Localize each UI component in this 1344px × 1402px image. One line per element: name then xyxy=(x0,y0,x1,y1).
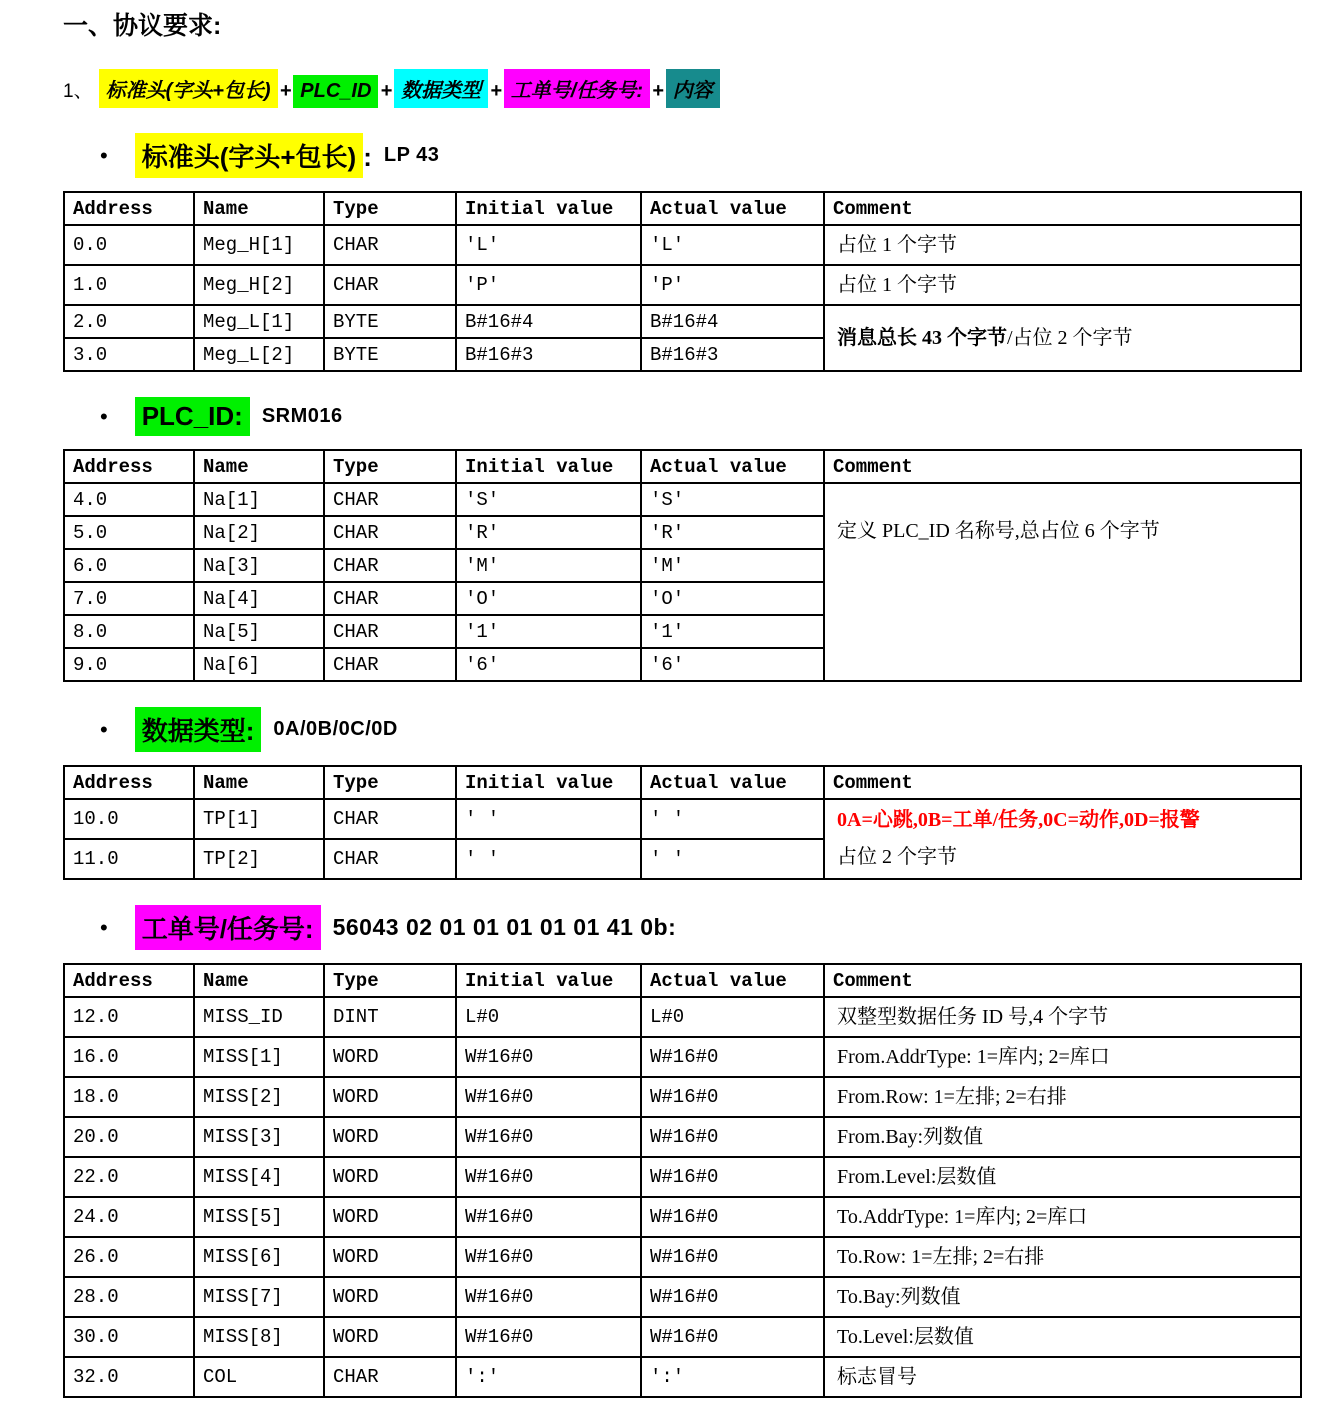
comment-line xyxy=(837,321,1288,355)
bullet-heading xyxy=(100,707,1300,752)
cell-type: CHAR xyxy=(324,799,456,839)
cell-name: TP[1] xyxy=(194,799,324,839)
column-header: Address xyxy=(64,450,194,483)
cell-actual-value: W#16#0 xyxy=(641,1317,824,1357)
cell-address: 6.0 xyxy=(64,549,194,582)
cell-initial-value: W#16#0 xyxy=(456,1317,641,1357)
table-row xyxy=(64,1317,1301,1357)
cell-actual-value: ' ' xyxy=(641,839,824,879)
cell-initial-value: ' ' xyxy=(456,799,641,839)
cell-type: CHAR xyxy=(324,225,456,265)
cell-type: WORD xyxy=(324,1237,456,1277)
bullet-icon: • xyxy=(100,142,108,168)
table-row xyxy=(64,1357,1301,1397)
cell-address: 16.0 xyxy=(64,1037,194,1077)
comment-line xyxy=(837,268,1288,302)
cell-comment xyxy=(824,1157,1301,1197)
formula-segment: + xyxy=(490,80,502,102)
header-row xyxy=(64,450,1301,483)
column-header: Address xyxy=(64,766,194,799)
cell-initial-value: 'P' xyxy=(456,265,641,305)
cell-name: Na[5] xyxy=(194,615,324,648)
formula-segment: 工单号/任务号: xyxy=(504,69,650,108)
cell-actual-value: W#16#0 xyxy=(641,1277,824,1317)
comment-line xyxy=(837,1320,1288,1354)
cell-actual-value: ' ' xyxy=(641,799,824,839)
cell-actual-value: W#16#0 xyxy=(641,1077,824,1117)
cell-initial-value: B#16#3 xyxy=(456,338,641,371)
table-row xyxy=(64,483,1301,516)
formula-segment: + xyxy=(279,80,292,102)
cell-address: 12.0 xyxy=(64,997,194,1037)
comment-line xyxy=(837,1240,1288,1274)
cell-initial-value: ' ' xyxy=(456,839,641,879)
section-label-segment: 工单号/任务号: xyxy=(135,905,321,950)
column-header: Type xyxy=(324,766,456,799)
cell-initial-value: W#16#0 xyxy=(456,1157,641,1197)
cell-name: MISS[6] xyxy=(194,1237,324,1277)
cell-name: Na[4] xyxy=(194,582,324,615)
cell-initial-value: 'S' xyxy=(456,483,641,516)
cell-comment xyxy=(824,1077,1301,1117)
cell-address: 1.0 xyxy=(64,265,194,305)
section-data-type xyxy=(63,707,1300,880)
bullet-icon: • xyxy=(100,914,108,940)
cell-initial-value: W#16#0 xyxy=(456,1077,641,1117)
column-header: Actual value xyxy=(641,766,824,799)
column-header: Type xyxy=(324,450,456,483)
cell-comment xyxy=(824,265,1301,305)
spec-table xyxy=(63,449,1302,682)
table-row xyxy=(64,305,1301,338)
cell-type: WORD xyxy=(324,1077,456,1117)
spec-table xyxy=(63,963,1302,1398)
table-row xyxy=(64,1077,1301,1117)
cell-initial-value: '1' xyxy=(456,615,641,648)
cell-type: CHAR xyxy=(324,582,456,615)
cell-type: WORD xyxy=(324,1037,456,1077)
cell-address: 28.0 xyxy=(64,1277,194,1317)
cell-initial-value: W#16#0 xyxy=(456,1237,641,1277)
cell-actual-value: 'P' xyxy=(641,265,824,305)
cell-name: COL xyxy=(194,1357,324,1397)
column-header: Address xyxy=(64,964,194,997)
cell-address: 2.0 xyxy=(64,305,194,338)
cell-name: MISS[3] xyxy=(194,1117,324,1157)
comment-run: 0A=心跳,0B=工单/任务,0C=动作,0D=报警 xyxy=(837,809,1200,831)
bullet-icon: • xyxy=(100,403,108,429)
column-header: Initial value xyxy=(456,964,641,997)
cell-address: 5.0 xyxy=(64,516,194,549)
formula-segment: 内容 xyxy=(666,69,720,108)
column-header: Address xyxy=(64,192,194,225)
cell-comment xyxy=(824,1357,1301,1397)
column-header: Comment xyxy=(824,450,1301,483)
comment-line xyxy=(837,1200,1288,1234)
section-label-segment: 数据类型: xyxy=(135,707,262,752)
comment-run: 标志冒号 xyxy=(837,1366,917,1388)
comment-line xyxy=(837,1360,1288,1394)
comment-run: 双整型数据任务 ID 号,4 个字节 xyxy=(837,1006,1109,1028)
comment-line xyxy=(837,514,1288,548)
table-row xyxy=(64,1237,1301,1277)
protocol-sections xyxy=(63,133,1300,1398)
cell-name: MISS_ID xyxy=(194,997,324,1037)
cell-actual-value: W#16#0 xyxy=(641,1117,824,1157)
comment-line xyxy=(837,839,1288,876)
cell-initial-value: 'O' xyxy=(456,582,641,615)
section-label xyxy=(135,397,250,436)
formula-segment: 数据类型 xyxy=(394,69,488,108)
comment-line xyxy=(837,228,1288,262)
section-label xyxy=(135,905,321,950)
cell-actual-value: W#16#0 xyxy=(641,1157,824,1197)
section-label-segment: 标准头(字头+包长) xyxy=(135,133,364,178)
table-row xyxy=(64,1117,1301,1157)
cell-actual-value: 'L' xyxy=(641,225,824,265)
cell-actual-value: 'O' xyxy=(641,582,824,615)
comment-run: 消息总长 43 个字节 xyxy=(837,327,1007,349)
cell-address: 8.0 xyxy=(64,615,194,648)
bullet-icon: • xyxy=(100,716,108,742)
bullet-heading xyxy=(100,905,1300,950)
cell-initial-value: W#16#0 xyxy=(456,1197,641,1237)
cell-actual-value: '1' xyxy=(641,615,824,648)
page-title: 一、协议要求: xyxy=(63,12,222,40)
column-header: Initial value xyxy=(456,766,641,799)
cell-initial-value: 'L' xyxy=(456,225,641,265)
section-label xyxy=(135,133,372,178)
table-row xyxy=(64,1197,1301,1237)
cell-comment xyxy=(824,1237,1301,1277)
section-plc-id xyxy=(63,397,1300,682)
spec-table xyxy=(63,765,1302,880)
cell-address: 24.0 xyxy=(64,1197,194,1237)
table-row xyxy=(64,1277,1301,1317)
cell-name: MISS[8] xyxy=(194,1317,324,1357)
comment-run: To.Level:层数值 xyxy=(837,1326,974,1348)
column-header: Name xyxy=(194,450,324,483)
cell-comment xyxy=(824,225,1301,265)
cell-type: WORD xyxy=(324,1317,456,1357)
comment-line xyxy=(837,1120,1288,1154)
cell-comment xyxy=(824,483,1301,681)
comment-line xyxy=(837,802,1288,839)
cell-comment xyxy=(824,1277,1301,1317)
comment-run: From.AddrType: 1=库内; 2=库口 xyxy=(837,1046,1110,1068)
cell-initial-value: 'M' xyxy=(456,549,641,582)
table-row xyxy=(64,997,1301,1037)
cell-type: CHAR xyxy=(324,648,456,681)
cell-address: 22.0 xyxy=(64,1157,194,1197)
cell-actual-value: ':' xyxy=(641,1357,824,1397)
column-header: Name xyxy=(194,964,324,997)
cell-name: Na[6] xyxy=(194,648,324,681)
cell-name: MISS[5] xyxy=(194,1197,324,1237)
cell-type: CHAR xyxy=(324,839,456,879)
cell-actual-value: W#16#0 xyxy=(641,1237,824,1277)
cell-initial-value: B#16#4 xyxy=(456,305,641,338)
comment-line xyxy=(837,1040,1288,1074)
section-value: LP 43 xyxy=(383,144,440,166)
cell-actual-value: W#16#0 xyxy=(641,1197,824,1237)
cell-address: 20.0 xyxy=(64,1117,194,1157)
cell-type: BYTE xyxy=(324,305,456,338)
cell-type: CHAR xyxy=(324,1357,456,1397)
comment-run: 占位 2 个字节 xyxy=(837,846,957,868)
comment-line xyxy=(837,1000,1288,1034)
cell-name: Na[3] xyxy=(194,549,324,582)
cell-address: 3.0 xyxy=(64,338,194,371)
comment-line xyxy=(837,1080,1288,1114)
column-header: Comment xyxy=(824,766,1301,799)
cell-actual-value: 'S' xyxy=(641,483,824,516)
cell-name: MISS[1] xyxy=(194,1037,324,1077)
bullet-heading xyxy=(100,397,1300,436)
cell-name: MISS[4] xyxy=(194,1157,324,1197)
cell-address: 32.0 xyxy=(64,1357,194,1397)
cell-name: Meg_H[1] xyxy=(194,225,324,265)
cell-name: TP[2] xyxy=(194,839,324,879)
section-value: SRM016 xyxy=(261,405,343,427)
cell-type: DINT xyxy=(324,997,456,1037)
cell-initial-value: W#16#0 xyxy=(456,1277,641,1317)
cell-type: WORD xyxy=(324,1157,456,1197)
column-header: Type xyxy=(324,964,456,997)
section-standard-header xyxy=(63,133,1300,372)
column-header: Initial value xyxy=(456,192,641,225)
cell-address: 9.0 xyxy=(64,648,194,681)
cell-actual-value: 'M' xyxy=(641,549,824,582)
cell-comment xyxy=(824,1117,1301,1157)
list-number: 1、 xyxy=(63,81,93,102)
table-row xyxy=(64,225,1301,265)
cell-address: 18.0 xyxy=(64,1077,194,1117)
spec-table xyxy=(63,191,1302,372)
comment-line xyxy=(837,1160,1288,1194)
cell-comment xyxy=(824,305,1301,371)
cell-name: Meg_H[2] xyxy=(194,265,324,305)
cell-comment xyxy=(824,1317,1301,1357)
cell-initial-value: '6' xyxy=(456,648,641,681)
comment-run: To.Bay:列数值 xyxy=(837,1286,961,1308)
column-header: Actual value xyxy=(641,192,824,225)
cell-actual-value: W#16#0 xyxy=(641,1037,824,1077)
cell-name: Meg_L[1] xyxy=(194,305,324,338)
cell-actual-value: '6' xyxy=(641,648,824,681)
cell-address: 30.0 xyxy=(64,1317,194,1357)
cell-name: Na[2] xyxy=(194,516,324,549)
section-mission-id xyxy=(63,905,1300,1398)
cell-type: BYTE xyxy=(324,338,456,371)
cell-address: 0.0 xyxy=(64,225,194,265)
cell-comment xyxy=(824,799,1301,879)
table-row xyxy=(64,265,1301,305)
cell-initial-value: ':' xyxy=(456,1357,641,1397)
comment-run: /占位 2 个字节 xyxy=(1007,327,1133,349)
comment-run: 定义 PLC_ID 名称号,总占位 6 个字节 xyxy=(837,520,1160,542)
cell-address: 26.0 xyxy=(64,1237,194,1277)
bullet-heading xyxy=(100,133,1300,178)
section-label xyxy=(135,707,262,752)
formula-segments xyxy=(99,80,720,102)
comment-run: To.AddrType: 1=库内; 2=库口 xyxy=(837,1206,1088,1228)
comment-run: 占位 1 个字节 xyxy=(837,234,957,256)
cell-actual-value: B#16#4 xyxy=(641,305,824,338)
protocol-formula xyxy=(63,69,1300,108)
cell-initial-value: L#0 xyxy=(456,997,641,1037)
cell-actual-value: 'R' xyxy=(641,516,824,549)
table-row xyxy=(64,1037,1301,1077)
column-header: Actual value xyxy=(641,450,824,483)
section-value: 0A/0B/0C/0D xyxy=(273,718,398,740)
cell-type: CHAR xyxy=(324,483,456,516)
cell-address: 7.0 xyxy=(64,582,194,615)
cell-name: MISS[7] xyxy=(194,1277,324,1317)
cell-address: 10.0 xyxy=(64,799,194,839)
cell-name: Meg_L[2] xyxy=(194,338,324,371)
formula-segment: PLC_ID xyxy=(293,75,378,108)
column-header: Initial value xyxy=(456,450,641,483)
column-header: Name xyxy=(194,192,324,225)
section-label-segment: PLC_ID: xyxy=(135,397,250,436)
formula-segment: 标准头(字头+包长) xyxy=(99,69,278,108)
cell-comment xyxy=(824,1037,1301,1077)
table-row xyxy=(64,799,1301,839)
header-row xyxy=(64,192,1301,225)
cell-actual-value: B#16#3 xyxy=(641,338,824,371)
column-header: Type xyxy=(324,192,456,225)
cell-address: 11.0 xyxy=(64,839,194,879)
comment-line xyxy=(837,1280,1288,1314)
cell-address: 4.0 xyxy=(64,483,194,516)
cell-initial-value: W#16#0 xyxy=(456,1037,641,1077)
cell-comment xyxy=(824,997,1301,1037)
table-row xyxy=(64,1157,1301,1197)
formula-segment: + xyxy=(651,80,664,102)
section-value: 56043 02 01 01 01 01 01 41 0b: xyxy=(332,914,677,940)
header-row xyxy=(64,964,1301,997)
cell-initial-value: W#16#0 xyxy=(456,1117,641,1157)
formula-segment: + xyxy=(380,80,393,102)
cell-type: CHAR xyxy=(324,615,456,648)
comment-run: From.Level:层数值 xyxy=(837,1166,997,1188)
column-header: Actual value xyxy=(641,964,824,997)
cell-type: CHAR xyxy=(324,549,456,582)
cell-comment xyxy=(824,1197,1301,1237)
cell-type: WORD xyxy=(324,1277,456,1317)
header-row xyxy=(64,766,1301,799)
cell-name: MISS[2] xyxy=(194,1077,324,1117)
comment-run: From.Bay:列数值 xyxy=(837,1126,984,1148)
column-header: Name xyxy=(194,766,324,799)
comment-run: From.Row: 1=左排; 2=右排 xyxy=(837,1086,1067,1108)
column-header: Comment xyxy=(824,192,1301,225)
cell-type: CHAR xyxy=(324,516,456,549)
section-label-segment: : xyxy=(363,142,372,172)
cell-type: WORD xyxy=(324,1117,456,1157)
cell-type: CHAR xyxy=(324,265,456,305)
column-header: Comment xyxy=(824,964,1301,997)
cell-initial-value: 'R' xyxy=(456,516,641,549)
cell-actual-value: L#0 xyxy=(641,997,824,1037)
comment-run: To.Row: 1=左排; 2=右排 xyxy=(837,1246,1045,1268)
cell-name: Na[1] xyxy=(194,483,324,516)
cell-type: WORD xyxy=(324,1197,456,1237)
comment-run: 占位 1 个字节 xyxy=(837,274,957,296)
